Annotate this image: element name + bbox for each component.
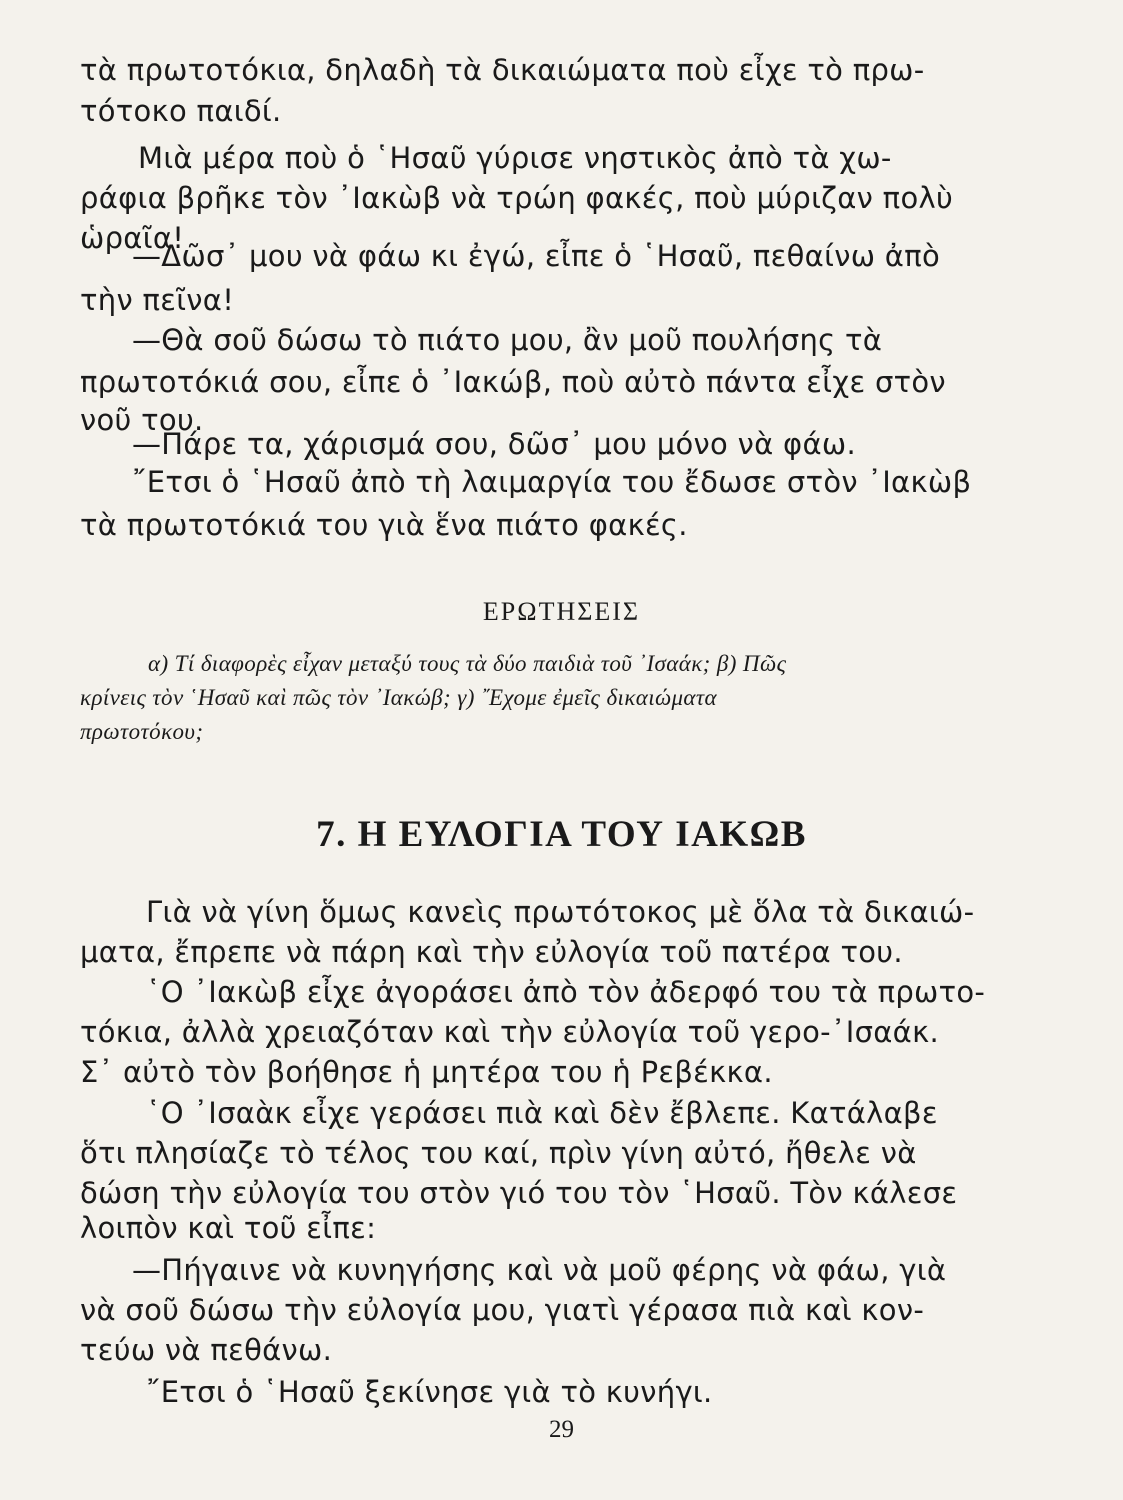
text-line: ματα, ἔπρεπε νὰ πάρη καὶ τὴν εὐλογία τοῦ πατέρα του. [80, 935, 903, 969]
text-line: —Πήγαινε νὰ κυνηγήσης καὶ νὰ μοῦ φέρης νὰ φάω, γιὰ [132, 1253, 947, 1287]
page-number: 29 [549, 1416, 574, 1443]
question-line: α) Τί διαφορὲς εἶχαν μεταξύ τους τὰ δύο παιδιὰ τοῦ ᾿Ισαάκ; β) Πῶς [148, 651, 787, 676]
text-line: τόκια, ἀλλὰ χρειαζόταν καὶ τὴν εὐλογία τοῦ γερο-᾿Ισαάκ. [80, 1015, 940, 1049]
text-line: ὡραῖα! [80, 221, 185, 255]
text-line: πρωτοτόκιά σου, εἶπε ὁ ᾿Ιακώβ, ποὺ αὐτὸ πάντα εἶχε στὸν [80, 365, 946, 399]
text-line: ὅτι πλησίαζε τὸ τέλος του καί, πρὶν γίνη αὐτό, ἤθελε νὰ [80, 1136, 917, 1170]
text-line: Μιὰ μέρα ποὺ ὁ ῾Ησαῦ γύρισε νηστικὸς ἀπὸ τὰ χω- [138, 141, 892, 175]
text-line: δώση τὴν εὐλογία του στὸν γιό του τὸν ῾Ησαῦ. Τὸν κάλεσε [80, 1176, 958, 1210]
text-line: νὰ σοῦ δώσω τὴν εὐλογία μου, γιατὶ γέρασα πιὰ καὶ κον- [80, 1293, 925, 1327]
question-line: πρωτοτόκου; [80, 719, 204, 744]
text-line: λοιπὸν καὶ τοῦ εἶπε: [80, 1211, 377, 1245]
text-line: τὰ πρωτοτόκια, δηλαδὴ τὰ δικαιώματα ποὺ εἶχε τὸ πρω- [80, 53, 925, 87]
chapter-title: 7. Η ΕΥΛΟΓΙΑ ΤΟΥ ΙΑΚΩΒ [316, 814, 807, 855]
question-line: κρίνεις τὸν ῾Ησαῦ καὶ πῶς τὸν ᾿Ιακώβ; γ) ῎Εχομε ἐμεῖς δικαιώματα [80, 685, 717, 710]
text-line: τότοκο παιδί. [80, 94, 282, 128]
text-line: ῾Ο ᾿Ιακὼβ εἶχε ἀγοράσει ἀπὸ τὸν ἀδερφό του τὰ πρωτο- [146, 975, 986, 1009]
text-line: ράφια βρῆκε τὸν ᾿Ιακὼβ νὰ τρώη φακές, ποὺ μύριζαν πολὺ [80, 181, 954, 215]
text-line: ῾Ο ᾿Ισαὰκ εἶχε γεράσει πιὰ καὶ δὲν ἔβλεπε. Κατάλαβε [146, 1096, 938, 1130]
text-line: νοῦ του. [80, 403, 204, 437]
questions-heading: ΕΡΩΤΗΣΕΙΣ [482, 597, 641, 626]
text-line: τεύω νὰ πεθάνω. [80, 1333, 333, 1367]
text-line: —Δῶσ᾿ μου νὰ φάω κι ἐγώ, εἶπε ὁ ῾Ησαῦ, πεθαίνω ἀπὸ [132, 239, 941, 273]
text-line: ῎Ετσι ὁ ῾Ησαῦ ξεκίνησε γιὰ τὸ κυνήγι. [146, 1375, 713, 1409]
text-line: Γιὰ νὰ γίνη ὅμως κανεὶς πρωτότοκος μὲ ὅλα τὰ δικαιώ- [146, 895, 975, 929]
text-line: Σ᾿ αὐτὸ τὸν βοήθησε ἡ μητέρα του ἡ Ρεβέκκα. [80, 1055, 773, 1089]
text-line: τὴν πεῖνα! [80, 283, 235, 317]
text-line: —Θὰ σοῦ δώσω τὸ πιάτο μου, ἂν μοῦ πουλήσης τὰ [132, 323, 883, 357]
text-line: τὰ πρωτοτόκιά του γιὰ ἕνα πιάτο φακές. [80, 508, 688, 542]
text-line: ῎Ετσι ὁ ῾Ησαῦ ἀπὸ τὴ λαιμαργία του ἔδωσε στὸν ᾿Ιακὼβ [132, 465, 972, 499]
text-line: —Πάρε τα, χάρισμά σου, δῶσ᾿ μου μόνο νὰ φάω. [132, 427, 856, 461]
